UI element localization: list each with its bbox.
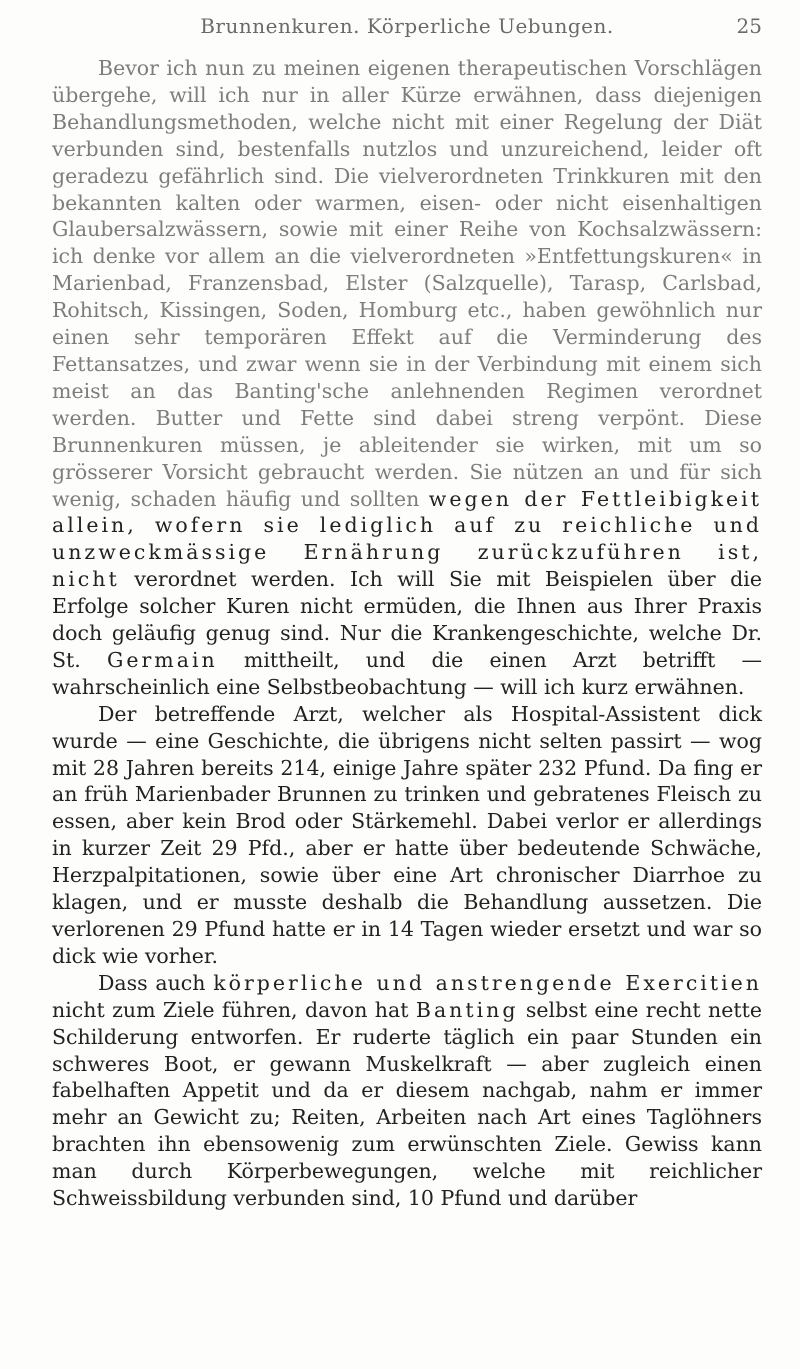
emphasis-spaced-text: körperliche und anstrengende Exercitien [213,970,762,995]
paragraph-3-text-a: Dass auch [98,970,206,995]
author-name-spaced: Germain [107,647,218,672]
running-title: Brunnenkuren. Körperliche Uebungen. [200,14,614,38]
paragraph-3-text-b: nicht zum Ziele führen, davon hat [52,997,409,1022]
paragraph-1-text-a: Bevor ich nun zu meinen eigenen therapeutischen Vorschlägen übergehe, will ich nur in aller Kürze erwähnen, dass diejenigen Behandlungsmethoden, welche nicht mit einer Regelung der Diät verbunden sind, bestenfalls nutzlos und unzureichend, leider oft geradezu gefährlich sind. Die vielverordneten Trinkkuren mit den bekannten kalten oder warmen, eisen- oder nicht eisenhaltigen Glaubersalzwässern, sowie mit einer Reihe von Kochsalzwässern: ich denke vor allem an die vielverordneten »Entfettungskuren« in Marienbad, Franzensbad, Elster (Salzquelle), Tarasp, Carlsbad, Rohitsch, Kissingen, Soden, Homburg etc., haben gewöhnlich nur einen sehr temporären Effekt auf die Verminderung des Fettansatzes, und zwar wenn sie in der Verbindung mit einem sich meist an das Banting'sche anlehnenden Regimen verordnet werden. Butter und Fette sind dabei streng verpönt. Diese Brunnenkuren müssen, je ableitender sie wirken, mit um so grösserer Vorsicht gebraucht werden. Sie nützen an und für sich wenig, schaden häufig und sollten [52,56,762,511]
body-text [52,55,762,1212]
author-name-spaced: Banting [415,997,519,1022]
page-number: 25 [736,14,762,38]
running-head [52,14,762,40]
paragraph-3-text-c: selbst eine recht nette Schilderung entworfen. Er ruderte täglich ein paar Stunden ein schweres Boot, er gewann Muskelkraft — aber zugleich einen fabelhaften Appetit und da er diesem nachgab, nahm er immer mehr an Gewicht zu; Reiten, Arbeiten nach Art eines Taglöhners brachten ihn ebensowenig zum erwünschten Ziele. Gewiss kann man durch Körperbewegungen, welche mit reichlicher Schweissbildung verbunden sind, 10 Pfund und darüber [52,997,762,1211]
paragraph-3 [52,970,762,1212]
emphasis-spaced-text: wegen der Fettleibigkeit allein, wofern sie lediglich auf zu reichliche und unzweckmässige Ernährung zurückzuführen ist, nicht [52,486,762,592]
paragraph-1 [52,55,762,701]
paragraph-2: Der betreffende Arzt, welcher als Hospital-Assistent dick wurde — eine Geschichte, die übrigens nicht selten passirt — wog mit 28 Jahren bereits 214, einige Jahre später 232 Pfund. Da fing er an früh Marienbader Brunnen zu trinken und gebratenes Fleisch zu essen, aber kein Brod oder Stärkemehl. Dabei verlor er allerdings in kurzer Zeit 29 Pfd., aber er hatte über bedeutende Schwäche, Herzpalpitationen, sowie über eine Art chronischer Diarrhoe zu klagen, und er musste deshalb die Behandlung aussetzen. Die verlorenen 29 Pfund hatte er in 14 Tagen wieder ersetzt und war so dick wie vorher. [52,701,762,968]
paragraph-1-text-c: mittheilt, und die einen Arzt betrifft — wahrscheinlich eine Selbstbeobachtung — will ich kurz erwähnen. [52,647,762,699]
paragraph-1-text-b: verordnet werden. Ich will Sie mit Beispielen über die Erfolge solcher Kuren nicht ermüden, die Ihnen aus Ihrer Praxis doch geläufig genug sind. Nur die Krankengeschichte, welche Dr. St. [52,567,762,672]
